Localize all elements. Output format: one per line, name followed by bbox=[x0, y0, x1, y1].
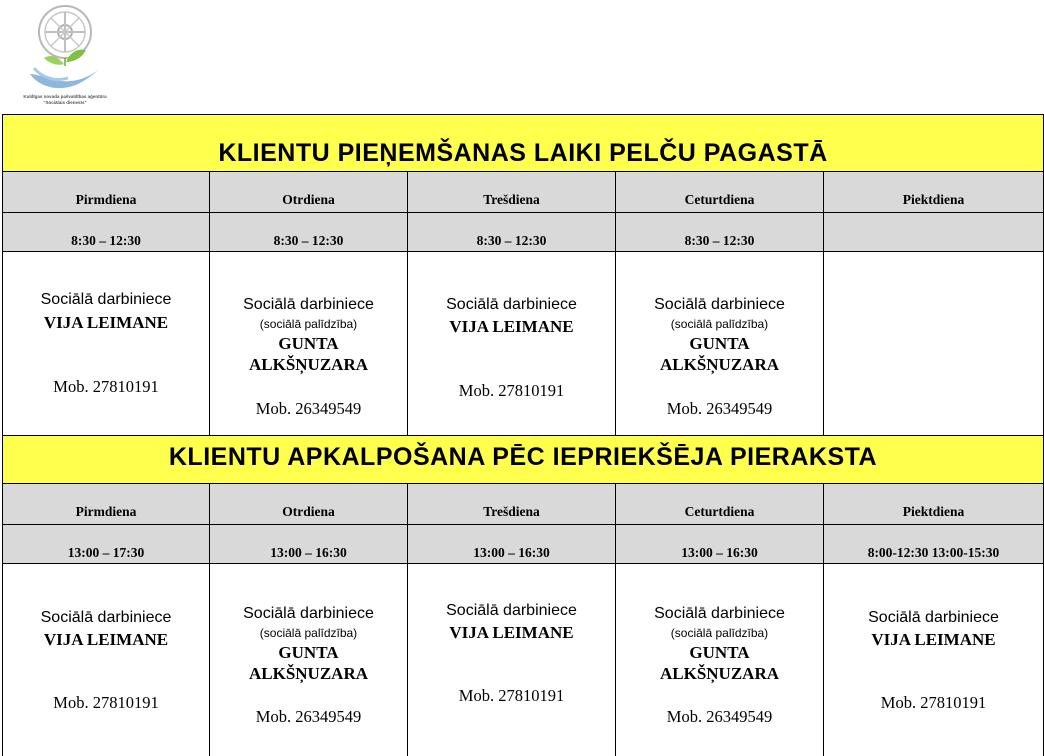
worker-name: GUNTA bbox=[278, 643, 339, 662]
contact-cell bbox=[3, 564, 210, 756]
worker-name: VIJA LEIMANE bbox=[449, 317, 574, 336]
day-header: Pirmdiena bbox=[3, 484, 210, 525]
worker-surname: ALKŠŅUZARA bbox=[248, 664, 369, 683]
section2-title: KLIENTU APKALPOŠANA PĒC IEPRIEKŠĒJA PIERAKSTA bbox=[3, 436, 1044, 484]
empty-cell bbox=[824, 252, 1044, 436]
day-header: Trešdiena bbox=[408, 484, 616, 525]
role-text: Sociālā darbiniece bbox=[243, 296, 374, 313]
day-header: Pirmdiena bbox=[3, 172, 210, 213]
phone-number: Mob. 26349549 bbox=[666, 399, 773, 418]
time-cell: 8:30 – 12:30 bbox=[210, 213, 408, 252]
section2-time-row bbox=[3, 525, 1044, 564]
section2-day-row bbox=[3, 484, 1044, 525]
phone-number: Mob. 27810191 bbox=[880, 693, 987, 712]
role-subtitle: (sociālā palīdzība) bbox=[670, 317, 769, 331]
time-cell bbox=[824, 213, 1044, 252]
role-subtitle: (sociālā palīdzība) bbox=[259, 626, 358, 640]
logo bbox=[10, 2, 120, 112]
time-cell: 8:30 – 12:30 bbox=[3, 213, 210, 252]
section1-day-row bbox=[3, 172, 1044, 213]
contact-cell bbox=[210, 252, 408, 436]
role-subtitle: (sociālā palīdzība) bbox=[670, 626, 769, 640]
logo-caption-line2: "Sociālais dienests" bbox=[43, 100, 87, 105]
role-text: Sociālā darbiniece bbox=[654, 296, 785, 313]
time-cell: 8:00-12:30 13:00-15:30 bbox=[824, 525, 1044, 564]
section1-content-row bbox=[3, 252, 1044, 436]
contact-cell bbox=[824, 564, 1044, 756]
contact-cell bbox=[408, 564, 616, 756]
time-cell: 13:00 – 16:30 bbox=[210, 525, 408, 564]
role-text: Sociālā darbiniece bbox=[446, 602, 577, 619]
role-text: Sociālā darbiniece bbox=[446, 296, 577, 313]
time-cell: 8:30 – 12:30 bbox=[616, 213, 824, 252]
role-text: Sociālā darbiniece bbox=[40, 291, 172, 308]
phone-number: Mob. 26349549 bbox=[255, 707, 362, 726]
phone-number: Mob. 27810191 bbox=[458, 381, 565, 400]
phone-number: Mob. 26349549 bbox=[666, 707, 773, 726]
time-cell: 13:00 – 16:30 bbox=[616, 525, 824, 564]
day-header: Piektdiena bbox=[824, 484, 1044, 525]
time-cell: 13:00 – 16:30 bbox=[408, 525, 616, 564]
role-text: Sociālā darbiniece bbox=[40, 609, 172, 626]
worker-name: VIJA LEIMANE bbox=[871, 630, 996, 649]
worker-name: GUNTA bbox=[278, 334, 339, 353]
worker-surname: ALKŠŅUZARA bbox=[659, 664, 780, 683]
logo-caption bbox=[10, 94, 120, 106]
contact-cell bbox=[616, 252, 824, 436]
contact-cell bbox=[3, 252, 210, 436]
worker-name: VIJA LEIMANE bbox=[43, 630, 169, 649]
logo-caption-line1: Kuldīgas novada pašvaldības aģentūra bbox=[23, 94, 107, 99]
worker-name: GUNTA bbox=[689, 334, 750, 353]
logo-emblem-icon bbox=[20, 4, 110, 94]
worker-name: VIJA LEIMANE bbox=[449, 623, 574, 642]
day-header: Otrdiena bbox=[210, 484, 408, 525]
day-header: Ceturtdiena bbox=[616, 484, 824, 525]
contact-cell bbox=[616, 564, 824, 756]
phone-number: Mob. 27810191 bbox=[53, 377, 159, 396]
worker-name: VIJA LEIMANE bbox=[43, 313, 169, 332]
day-header: Piektdiena bbox=[824, 172, 1044, 213]
day-header: Otrdiena bbox=[210, 172, 408, 213]
time-cell: 8:30 – 12:30 bbox=[408, 213, 616, 252]
section1-time-row bbox=[3, 213, 1044, 252]
day-header: Trešdiena bbox=[408, 172, 616, 213]
phone-number: Mob. 27810191 bbox=[53, 693, 159, 712]
contact-cell bbox=[210, 564, 408, 756]
role-text: Sociālā darbiniece bbox=[654, 605, 785, 622]
time-cell: 13:00 – 17:30 bbox=[3, 525, 210, 564]
phone-number: Mob. 27810191 bbox=[458, 686, 565, 705]
contact-cell bbox=[408, 252, 616, 436]
day-header: Ceturtdiena bbox=[616, 172, 824, 213]
worker-surname: ALKŠŅUZARA bbox=[659, 355, 780, 374]
role-subtitle: (sociālā palīdzība) bbox=[259, 317, 358, 331]
section1-title: KLIENTU PIEŅEMŠANAS LAIKI PELČU PAGASTĀ bbox=[3, 115, 1044, 172]
worker-name: GUNTA bbox=[689, 643, 750, 662]
role-text: Sociālā darbiniece bbox=[868, 609, 999, 626]
phone-number: Mob. 26349549 bbox=[255, 399, 362, 418]
schedule-table bbox=[2, 114, 1044, 756]
role-text: Sociālā darbiniece bbox=[243, 605, 374, 622]
worker-surname: ALKŠŅUZARA bbox=[248, 355, 369, 374]
section2-content-row bbox=[3, 564, 1044, 756]
